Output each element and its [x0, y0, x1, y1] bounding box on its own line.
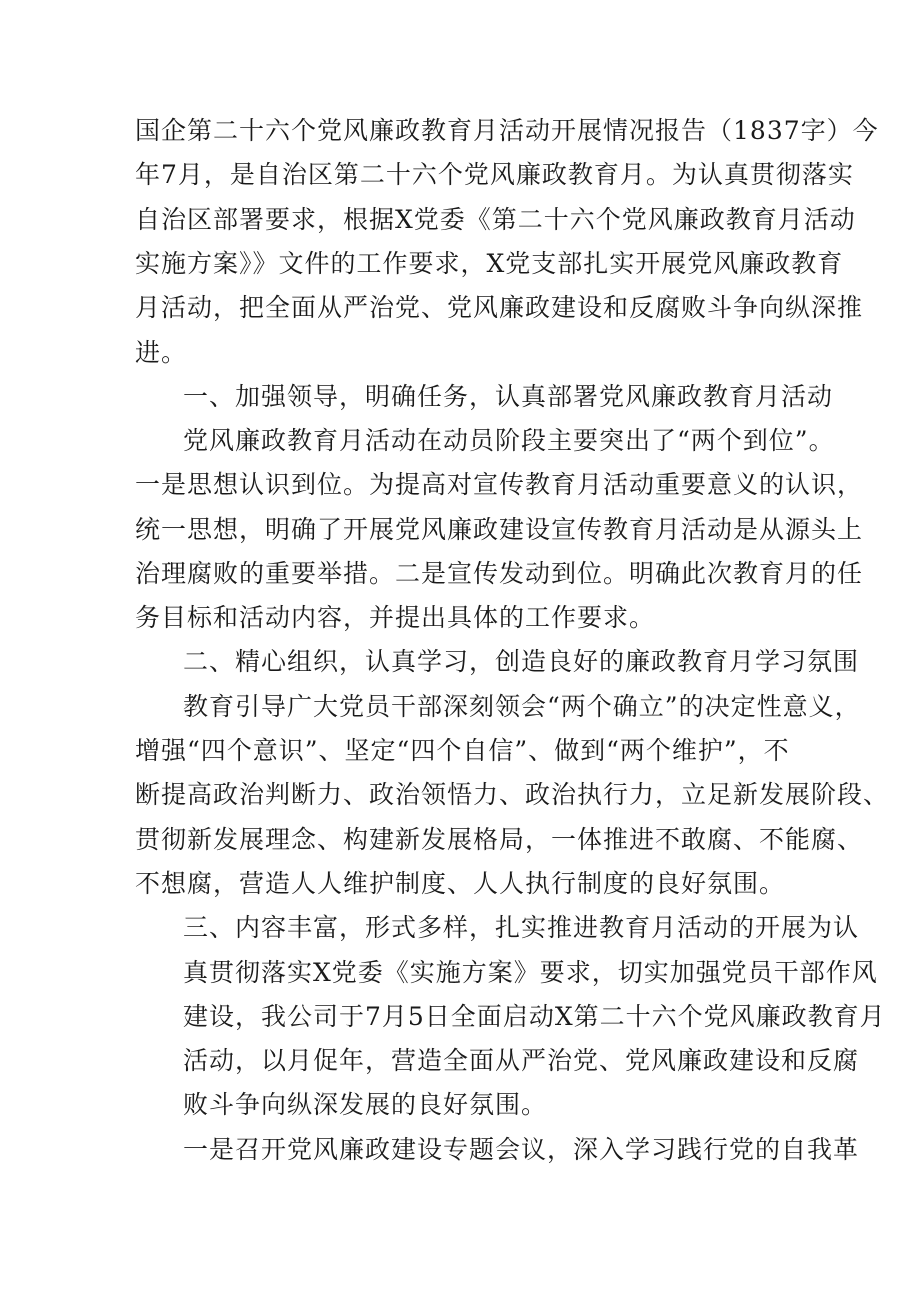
body-line: 建设，我公司于7月5日全面启动X第二十六个党风廉政教育月	[183, 1002, 886, 1031]
body-line: 真贯彻落实X党委《实施方案》要求，切实加强党员干部作风	[183, 958, 878, 987]
body-line: 贯彻新发展理念、构建新发展格局，一体推进不敢腐、不能腐、	[135, 825, 864, 854]
body-line: 不想腐，营造人人维护制度、人人执行制度的良好氛围。	[135, 869, 786, 898]
body-line: 实施方案》》文件的工作要求，X党支部扎实开展党风廉政教育	[135, 249, 844, 278]
section-heading-2: 二、精心组织，认真学习，创造良好的廉政教育月学习氛围	[183, 647, 860, 676]
body-line: 月活动，把全面从严治党、党风廉政建设和反腐败斗争向纵深推	[135, 293, 864, 322]
body-line: 增强“四个意识”、坚定“四个自信”、做到“两个维护”，不	[135, 736, 790, 765]
body-line: 自治区部署要求，根据X党委《第二十六个党风廉政教育月活动	[135, 205, 856, 234]
body-line: 进。	[135, 338, 188, 367]
body-line: 务目标和活动内容，并提出具体的工作要求。	[135, 603, 656, 632]
body-line: 一是召开党风廉政建设专题会议，深入学习践行党的自我革	[183, 1135, 860, 1164]
body-line: 统一思想，明确了开展党风廉政建设宣传教育月活动是从源头上	[135, 515, 864, 544]
section-heading-3: 三、内容丰富，形式多样，扎实推进教育月活动的开展为认	[183, 913, 860, 942]
body-line: 活动，以月促年，营造全面从严治党、党风廉政建设和反腐	[183, 1046, 860, 1075]
body-line: 败斗争向纵深发展的良好氛围。	[183, 1090, 548, 1119]
body-line: 教育引导广大党员干部深刻领会“两个确立”的决定性意义，	[183, 692, 861, 721]
body-line: 年7月，是自治区第二十六个党风廉政教育月。为认真贯彻落实	[135, 160, 854, 189]
section-heading-1: 一、加强领导，明确任务，认真部署党风廉政教育月活动	[183, 382, 834, 411]
body-line: 党风廉政教育月活动在动员阶段主要突出了“两个到位”。	[183, 426, 835, 455]
body-line: 断提高政治判断力、政治领悟力、政治执行力，立足新发展阶段、	[135, 780, 890, 809]
report-title-line: 国企第二十六个党风廉政教育月活动开展情况报告（1837字）今	[135, 116, 879, 145]
body-line: 一是思想认识到位。为提高对宣传教育月活动重要意义的认识，	[135, 470, 864, 499]
body-line: 治理腐败的重要举措。二是宣传发动到位。明确此次教育月的任	[135, 559, 864, 588]
